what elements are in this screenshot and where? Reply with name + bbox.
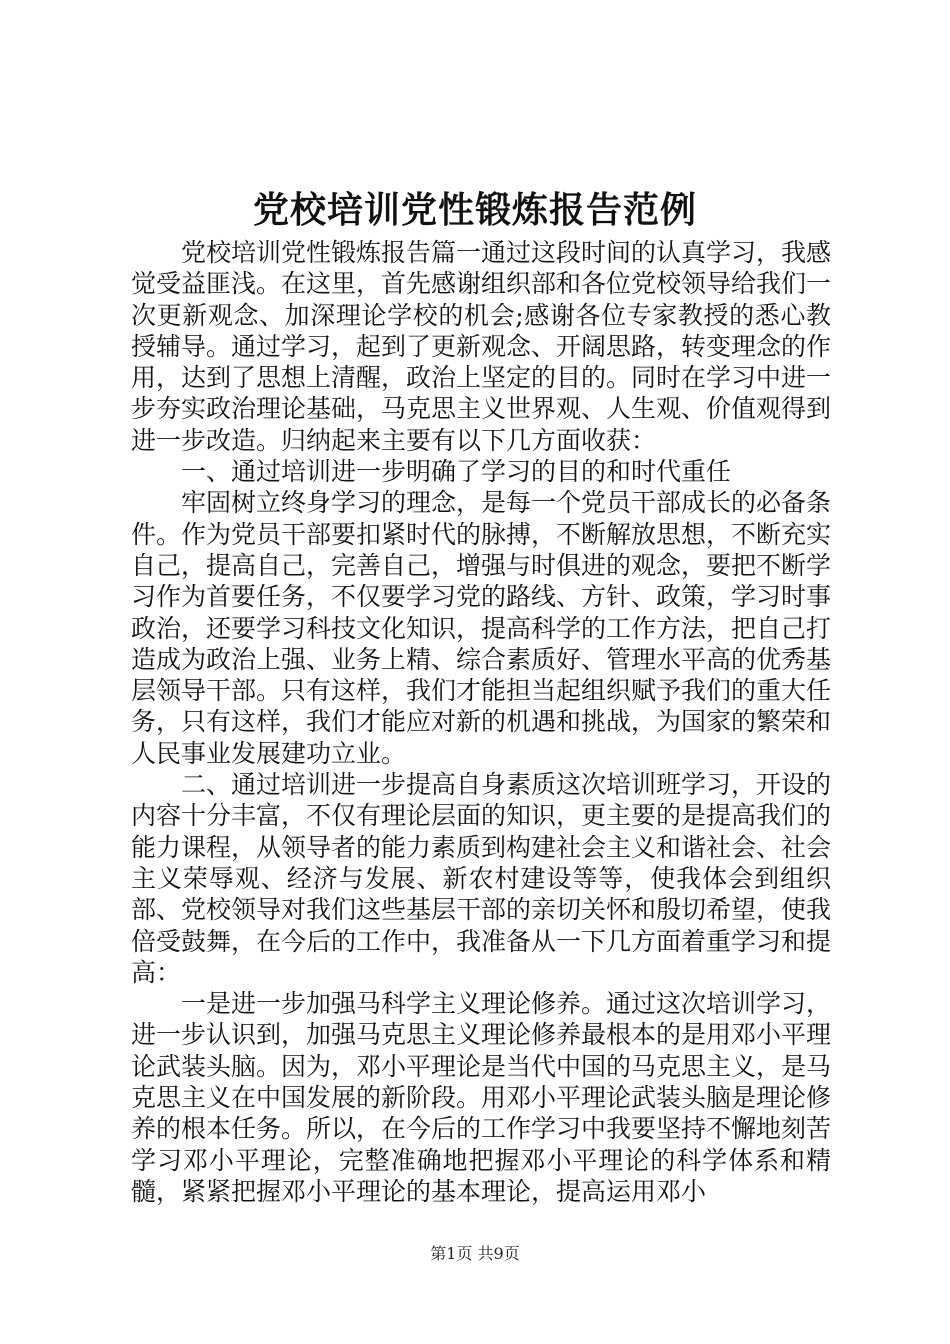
page-footer: 第1页 共9页 xyxy=(430,1244,520,1263)
document-body xyxy=(131,237,831,1207)
document-title: 党校培训党性锻炼报告范例 xyxy=(252,189,697,231)
paragraph-section-1: 牢固树立终身学习的理念，是每一个党员干部成长的必备条件。作为党员干部要扣紧时代的脉搏，不断解放思想，不断充实自己，提高自己，完善自己，增强与时俱进的观念，要把不断学习作为首要任务，不仅要学习党的路线、方针、政策，学习时事政治，还要学习科技文化知识，提高科学的工作方法，把自己打造成为政治上强、业务上精、综合素质好、管理水平高的优秀基层领导干部。只有这样，我们才能担当起组织赋予我们的重大任务，只有这样，我们才能应对新的机遇和挑战，为国家的繁荣和人民事业发展建功立业。 xyxy=(131,488,832,768)
section-heading-1: 一、通过培训进一步明确了学习的目的和时代重任 xyxy=(181,457,732,487)
paragraph-intro: 党校培训党性锻炼报告篇一通过这段时间的认真学习，我感觉受益匪浅。在这里，首先感谢组织部和各位党校领导给我们一次更新观念、加深理论学校的机会;感谢各位专家教授的悉心教授辅导。通过学习，起到了更新观念、开阔思路，转变理念的作用，达到了思想上清醒，政治上坚定的目的。同时在学习中进一步夯实政治理论基础，马克思主义世界观、人生观、价值观得到进一步改造。归纳起来主要有以下几方面收获： xyxy=(131,238,832,455)
paragraph-point-1: 一是进一步加强马科学主义理论修养。通过这次培训学习，进一步认识到，加强马克思主义理论修养最根本的是用邓小平理论武装头脑。因为，邓小平理论是当代中国的马克思主义，是马克思主义在中国发展的新阶段。用邓小平理论武装头脑是理论修养的根本任务。所以，在今后的工作学习中我要坚持不懈地刻苦学习邓小平理论，完整准确地把握邓小平理论的科学体系和精髓，紧紧把握邓小平理论的基本理论，提高运用邓小 xyxy=(131,989,832,1206)
paragraph-section-2: 二、通过培训进一步提高自身素质这次培训班学习，开设的内容十分丰富，不仅有理论层面的知识，更主要的是提高我们的能力课程，从领导者的能力素质到构建社会主义和谐社会、社会主义荣辱观、经济与发展、新农村建设等等，使我体会到组织部、党校领导对我们这些基层干部的亲切关怀和殷切希望，使我倍受鼓舞，在今后的工作中，我准备从一下几方面着重学习和提高： xyxy=(131,770,832,987)
